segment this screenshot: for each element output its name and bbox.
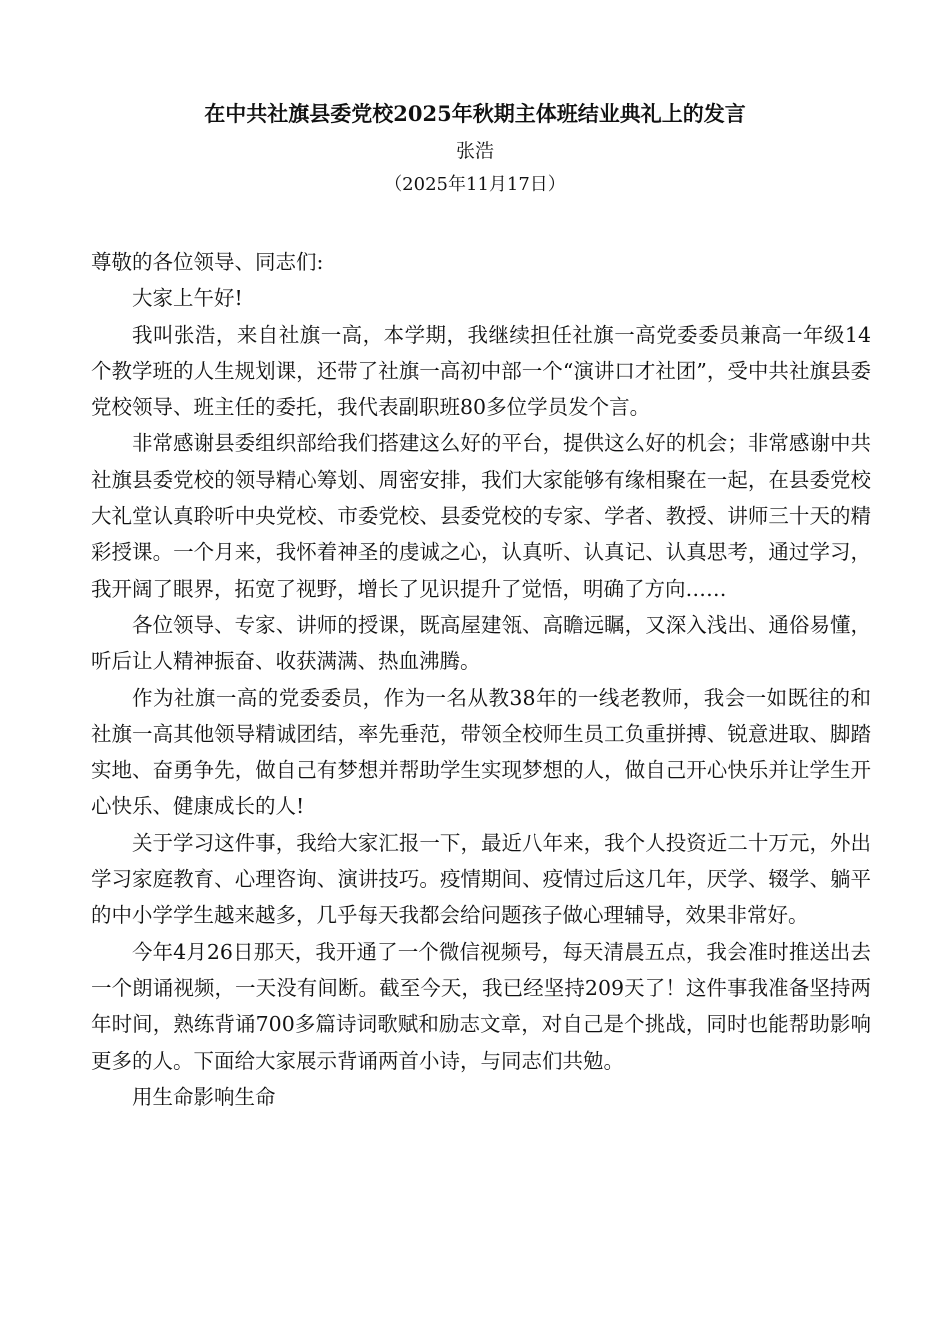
document-body xyxy=(91,244,871,1115)
author-name: 张浩 xyxy=(455,140,494,162)
speech-date: （2025年11月17日） xyxy=(384,174,566,195)
poem-title: 用生命影响生命 xyxy=(132,1084,276,1109)
paragraph-video-channel: 今年4月26日那天，我开通了一个微信视频号，每天清晨五点，我会准时推送出去一个朗诵视频，一天没有间断。截至今天，我已经坚持209天了！这件事我准备坚持两年时间，熟练背诵700多篇诗词歌赋和励志文章，对自己是个挑战，同时也能帮助影响更多的人。下面给大家展示背诵两首小诗，与同志们共勉。 xyxy=(91,939,871,1073)
paragraph-lecture-praise: 各位领导、专家、讲师的授课，既高屋建瓴、高瞻远瞩，又深入浅出、通俗易懂，听后让人精神振奋、收获满满、热血沸腾。 xyxy=(91,612,871,674)
paragraph-thanks: 非常感谢县委组织部给我们搭建这么好的平台，提供这么好的机会；非常感谢中共社旗县委党校的领导精心筹划、周密安排，我们大家能够有缘相聚在一起，在县委党校大礼堂认真聆听中央党校、市委党校、县委党校的专家、学者、教授、讲师三十天的精彩授课。一个月来，我怀着神圣的虔诚之心，认真听、认真记、认真思考，通过学习，我开阔了眼界，拓宽了视野，增长了见识提升了觉悟，明确了方向…… xyxy=(91,431,871,601)
paragraph-study: 关于学习这件事，我给大家汇报一下，最近八年来，我个人投资近二十万元，外出学习家庭教育、心理咨询、演讲技巧。疫情期间、疫情过后这几年，厌学、辍学、躺平的中小学学生越来越多，几乎每天我都会给问题孩子做心理辅导，效果非常好。 xyxy=(91,830,871,928)
paragraph-introduction: 我叫张浩，来自社旗一高，本学期，我继续担任社旗一高党委委员兼高一年级14个教学班的人生规划课，还带了社旗一高初中部一个“演讲口才社团”，受中共社旗县委党校领导、班主任的委托，我代表副职班80多位学员发个言。 xyxy=(91,322,871,420)
salutation: 尊敬的各位领导、同志们: xyxy=(91,250,324,274)
document-title: 在中共社旗县委党校2025年秋期主体班结业典礼上的发言 xyxy=(204,101,746,126)
paragraph-commitment: 作为社旗一高的党委委员，作为一名从教38年的一线老教师，我会一如既往的和社旗一高其他领导精诚团结，率先垂范，带领全校师生员工负重拼搏、锐意进取、脚踏实地、奋勇争先，做自己有梦想并帮助学生实现梦想的人，做自己开心快乐并让学生开心快乐、健康成长的人! xyxy=(91,685,871,819)
paragraph-greeting: 大家上午好! xyxy=(132,286,243,311)
